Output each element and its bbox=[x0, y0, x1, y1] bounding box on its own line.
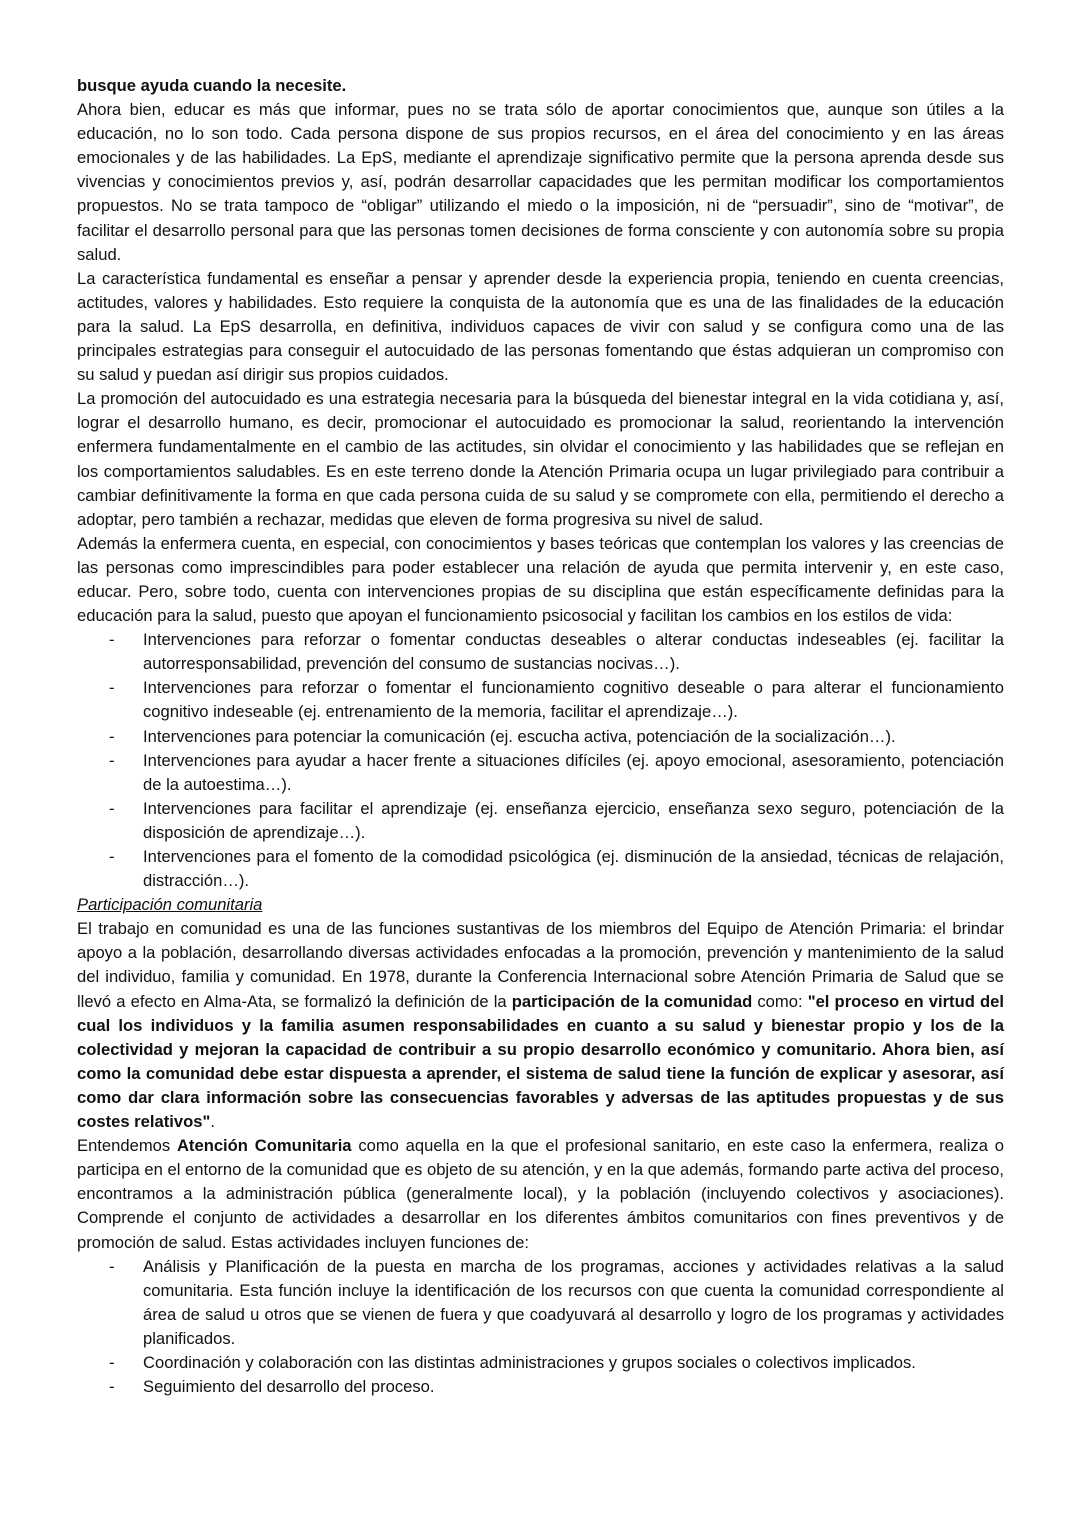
paragraph-2: La característica fundamental es enseñar a pensar y aprender desde la experiencia propia, teniendo en cuenta creencias, actitudes, valores y habilidades. Esto requiere la conquista de la autonomía que es una de las finalidades de la educación para la salud. La EpS desarrolla, en definitiva, individuos capaces de vivir con salud y se configura como una de las principales estrategias para conseguir el autocuidado de las personas fomentando que éstas adquieran un compromiso con su salud y puedan así dirigir sus propios cuidados. bbox=[77, 268, 1004, 385]
dash-bullet: - bbox=[109, 726, 115, 746]
functions-list bbox=[77, 1255, 1004, 1400]
list-item: - Intervenciones para reforzar o fomentar conductas deseables o alterar conductas indeseables (ej. facilitar la autorresponsabilidad, prevención del consumo de sustancias nocivas…). bbox=[109, 630, 1004, 674]
paragraph-5: El trabajo en comunidad es una de las funciones sustantivas de los miembros del Equipo de Atención Primaria: el brindar apoyo a la población, desarrollando diversas actividades enfocadas a la promoción, prevención y mantenimiento de la salud del individuo, familia y comunidad. En 1978, durante la Conferencia Internacional sobre Atención Primaria de Salud que se llevó a efecto en Alma-Ata, se formalizó la definición de la participación de la comunidad como: "el proceso en virtud del cual los individuos y la familia asumen responsabilidades en cuanto a su salud y bienestar propio y los de la colectividad y mejoran la capacidad de contribuir a su propio desarrollo económico y comunitario. Ahora bien, así como la comunidad debe estar dispuesta a aprender, el sistema de salud tiene la función de explicar y asesorar, así como dar clara información sobre las consecuencias favorables y adversas de las aptitudes propuestas y de sus costes relativos". bbox=[77, 919, 1004, 1132]
paragraph-3: La promoción del autocuidado es una estrategia necesaria para la búsqueda del bienestar integral en la vida cotidiana y, así, lograr el desarrollo humano, es decir, promocionar el autocuidado es promocionar la salud, reorientando la intervención enfermera fundamentalmente en el cambio de las actitudes, sin olvidar el conocimiento y las habilidades que se reflejan en los comportamientos saludables. Es en este terreno donde la Atención Primaria ocupa un lugar privilegiado para contribuir a cambiar definitivamente la forma en que cada persona cuida de su salud y se compromete con ella, permitiendo el derecho a adoptar, pero también a rechazar, medidas que eleven de forma progresiva su nivel de salud. bbox=[77, 389, 1004, 529]
paragraph-0: busque ayuda cuando la necesite. bbox=[77, 76, 347, 95]
section-subheading: Participación comunitaria bbox=[77, 895, 263, 915]
list-item: - Intervenciones para facilitar el aprendizaje (ej. enseñanza ejercicio, enseñanza sexo seguro, potenciación de la disposición de aprendizaje…). bbox=[109, 798, 1004, 842]
document-page bbox=[77, 74, 1004, 1399]
list-item: - Análisis y Planificación de la puesta en marcha de los programas, acciones y actividades relativas a la salud comunitaria. Esta función incluye la identificación de los recursos con que cuenta la comunidad correspondiente al área de salud u otros que se vienen de fuera y que coadyuvará al desarrollo y logro de los programas y actividades planificados. bbox=[109, 1256, 1004, 1348]
dash-bullet: - bbox=[109, 1256, 115, 1276]
list-item: - Intervenciones para potenciar la comunicación (ej. escucha activa, potenciación de la socialización…). bbox=[77, 725, 1004, 749]
dash-bullet: - bbox=[109, 1352, 115, 1372]
paragraph-4: Además la enfermera cuenta, en especial, con conocimientos y bases teóricas que contemplan los valores y las creencias de las personas como imprescindibles para poder establecer una relación de ayuda que permita intervenir y, en este caso, educar. Pero, sobre todo, cuenta con intervenciones propias de su disciplina que están específicamente definidas para la educación para la salud, puesto que apoyan el funcionamiento psicosocial y facilitan los cambios en los estilos de vida: bbox=[77, 533, 1004, 626]
dash-bullet: - bbox=[109, 1377, 115, 1397]
list-item: - Coordinación y colaboración con las distintas administraciones y grupos sociales o colectivos implicados. bbox=[77, 1351, 1004, 1375]
dash-bullet: - bbox=[109, 847, 115, 866]
paragraph-1: Ahora bien, educar es más que informar, pues no se trata sólo de aportar conocimientos que, aunque son útiles a la educación, no lo son todo. Cada persona dispone de sus propios recursos, en el área del conocimiento y en las áreas emocionales y de las habilidades. La EpS, mediante el aprendizaje significativo permite que la persona aprenda desde sus vivencias y conocimientos previos y, así, podrán desarrollar capacidades que les permitan modificar los comportamientos propuestos. No se trata tampoco de “obligar” utilizando el miedo o la imposición, ni de “persuadir”, sino de “motivar”, de facilitar el desarrollo personal para que las personas tomen decisiones de forma consciente y con autonomía sobre su propia salud. bbox=[77, 100, 1004, 264]
dash-bullet: - bbox=[109, 630, 115, 650]
list-item: - Intervenciones para ayudar a hacer frente a situaciones difíciles (ej. apoyo emocional, asesoramiento, potenciación de la autoestima…). bbox=[109, 750, 1004, 794]
paragraph-6: Entendemos Atención Comunitaria como aquella en la que el profesional sanitario, en este caso la enfermera, realiza o participa en el entorno de la comunidad que es objeto de su atención, y en la que además, formando parte activa del proceso, encontramos a la administración pública (generalmente local), y la población (incluyendo colectivos y asociaciones). Comprende el conjunto de actividades a desarrollar en los diferentes ámbitos comunitarios con fines preventivos y de promoción de salud. Estas actividades incluyen funciones de: bbox=[77, 1136, 1004, 1252]
list-item: - Seguimiento del desarrollo del proceso. bbox=[77, 1375, 1004, 1399]
dash-bullet: - bbox=[109, 678, 115, 698]
list-item: - Intervenciones para el fomento de la comodidad psicológica (ej. disminución de la ansiedad, técnicas de relajación, distracción…). bbox=[109, 847, 1004, 891]
interventions-list bbox=[77, 628, 1004, 893]
dash-bullet: - bbox=[109, 798, 115, 818]
dash-bullet: - bbox=[109, 750, 115, 770]
list-item: - Intervenciones para reforzar o fomentar el funcionamiento cognitivo deseable o para alterar el funcionamiento cognitivo indeseable (ej. entrenamiento de la memoria, facilitar el aprendizaje…). bbox=[109, 678, 1004, 722]
